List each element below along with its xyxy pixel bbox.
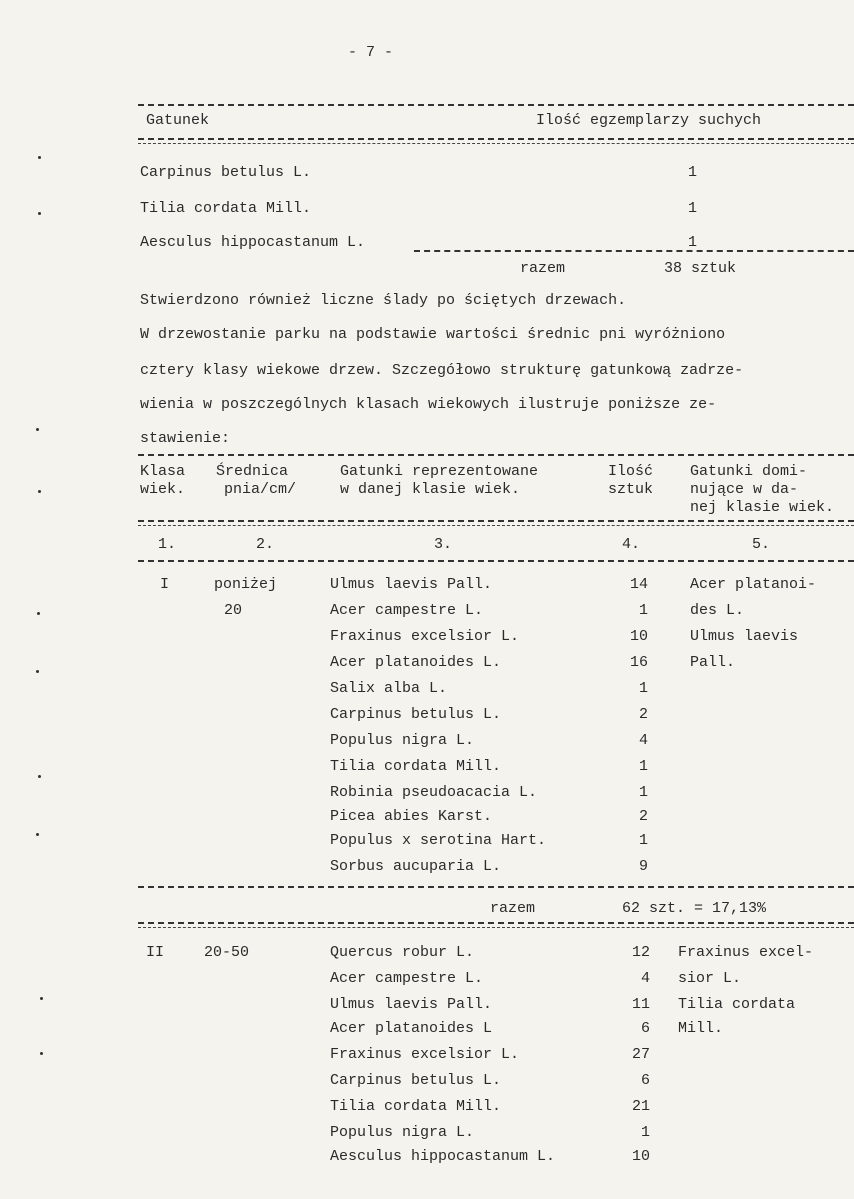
species-name: Salix alba L.: [330, 680, 448, 697]
col-header-klasa: Klasa: [140, 463, 186, 480]
col-header-gatunki: w danej klasie wiek.: [340, 481, 521, 498]
class-total-value: 62 szt. = 17,13%: [622, 900, 767, 917]
class-number: I: [160, 576, 170, 593]
header-dry-count: Ilość egzemplarzy suchych: [536, 112, 762, 129]
class-number: II: [146, 944, 165, 961]
dry-row-species: Tilia cordata Mill.: [140, 200, 312, 217]
col-header-ilosc: sztuk: [608, 481, 654, 498]
class-total-label: razem: [490, 900, 536, 917]
species-name: Tilia cordata Mill.: [330, 1098, 502, 1115]
species-name: Fraxinus excelsior L.: [330, 628, 520, 645]
dominant-species: Ulmus laevis: [690, 628, 799, 645]
species-count: 4: [640, 970, 650, 987]
species-name: Ulmus laevis Pall.: [330, 576, 493, 593]
dominant-species: des L.: [690, 602, 745, 619]
species-name: Fraxinus excelsior L.: [330, 1046, 520, 1063]
col-header-dominujace: nujące w da-: [690, 481, 799, 498]
species-name: Carpinus betulus L.: [330, 706, 502, 723]
page-number: - 7 -: [348, 44, 394, 61]
species-count: 1: [640, 1124, 650, 1141]
dry-row-species: Aesculus hippocastanum L.: [140, 234, 366, 251]
species-count: 27: [631, 1046, 650, 1063]
species-count: 2: [638, 706, 648, 723]
species-name: Tilia cordata Mill.: [330, 758, 502, 775]
species-name: Acer platanoides L.: [330, 654, 502, 671]
paragraph-line: Stwierdzono również liczne ślady po ściętych drzewach.: [140, 292, 627, 309]
dry-total-value: 38 sztuk: [664, 260, 737, 277]
species-count: 14: [629, 576, 648, 593]
dry-total-label: razem: [520, 260, 566, 277]
species-count: 1: [638, 832, 648, 849]
dominant-species: Fraxinus excel-: [678, 944, 814, 961]
column-number: 2.: [256, 536, 275, 553]
column-number: 1.: [158, 536, 177, 553]
col-header-klasa: wiek.: [140, 481, 186, 498]
species-count: 1: [638, 758, 648, 775]
species-name: Populus nigra L.: [330, 1124, 475, 1141]
paragraph-line: wienia w poszczególnych klasach wiekowych ilustruje poniższe ze-: [140, 396, 717, 413]
dry-row-count: 1: [688, 164, 698, 181]
dominant-species: Mill.: [678, 1020, 724, 1037]
col-header-gatunki: Gatunki reprezentowane: [340, 463, 539, 480]
species-name: Populus x serotina Hart.: [330, 832, 547, 849]
species-count: 21: [631, 1098, 650, 1115]
species-count: 6: [640, 1020, 650, 1037]
header-species: Gatunek: [146, 112, 210, 129]
species-count: 2: [638, 808, 648, 825]
species-name: Acer campestre L.: [330, 602, 484, 619]
dry-row-count: 1: [688, 200, 698, 217]
column-number: 4.: [622, 536, 641, 553]
class-diameter: poniżej: [214, 576, 278, 593]
dry-row-count: 1: [688, 234, 698, 251]
class-diameter: 20-50: [204, 944, 250, 961]
species-name: Sorbus aucuparia L.: [330, 858, 502, 875]
dominant-species: Acer platanoi-: [690, 576, 817, 593]
species-name: Robinia pseudoacacia L.: [330, 784, 538, 801]
species-count: 16: [629, 654, 648, 671]
species-count: 10: [631, 1148, 650, 1165]
species-count: 6: [640, 1072, 650, 1089]
col-header-dominujace: nej klasie wiek.: [690, 499, 835, 516]
column-number: 5.: [752, 536, 771, 553]
species-count: 10: [629, 628, 648, 645]
species-name: Quercus robur L.: [330, 944, 475, 961]
column-number: 3.: [434, 536, 453, 553]
paragraph-line: stawienie:: [140, 430, 231, 447]
col-header-dominujace: Gatunki domi-: [690, 463, 808, 480]
col-header-srednica: Średnica: [216, 463, 289, 480]
col-header-ilosc: Ilość: [608, 463, 654, 480]
species-count: 11: [631, 996, 650, 1013]
class-diameter: 20: [224, 602, 243, 619]
dominant-species: Pall.: [690, 654, 736, 671]
species-count: 1: [638, 602, 648, 619]
species-name: Populus nigra L.: [330, 732, 475, 749]
species-count: 1: [638, 680, 648, 697]
dry-row-species: Carpinus betulus L.: [140, 164, 312, 181]
species-name: Acer platanoides L: [330, 1020, 493, 1037]
species-name: Carpinus betulus L.: [330, 1072, 502, 1089]
species-count: 4: [638, 732, 648, 749]
paragraph-line: W drzewostanie parku na podstawie wartości średnic pni wyróżniono: [140, 326, 726, 343]
species-name: Aesculus hippocastanum L.: [330, 1148, 556, 1165]
col-header-srednica: pnia/cm/: [224, 481, 297, 498]
species-name: Ulmus laevis Pall.: [330, 996, 493, 1013]
species-name: Picea abies Karst.: [330, 808, 493, 825]
species-count: 1: [638, 784, 648, 801]
species-count: 9: [638, 858, 648, 875]
species-name: Acer campestre L.: [330, 970, 484, 987]
dominant-species: Tilia cordata: [678, 996, 796, 1013]
paragraph-line: cztery klasy wiekowe drzew. Szczegółowo strukturę gatunkową zadrze-: [140, 362, 744, 379]
species-count: 12: [631, 944, 650, 961]
dominant-species: sior L.: [678, 970, 742, 987]
